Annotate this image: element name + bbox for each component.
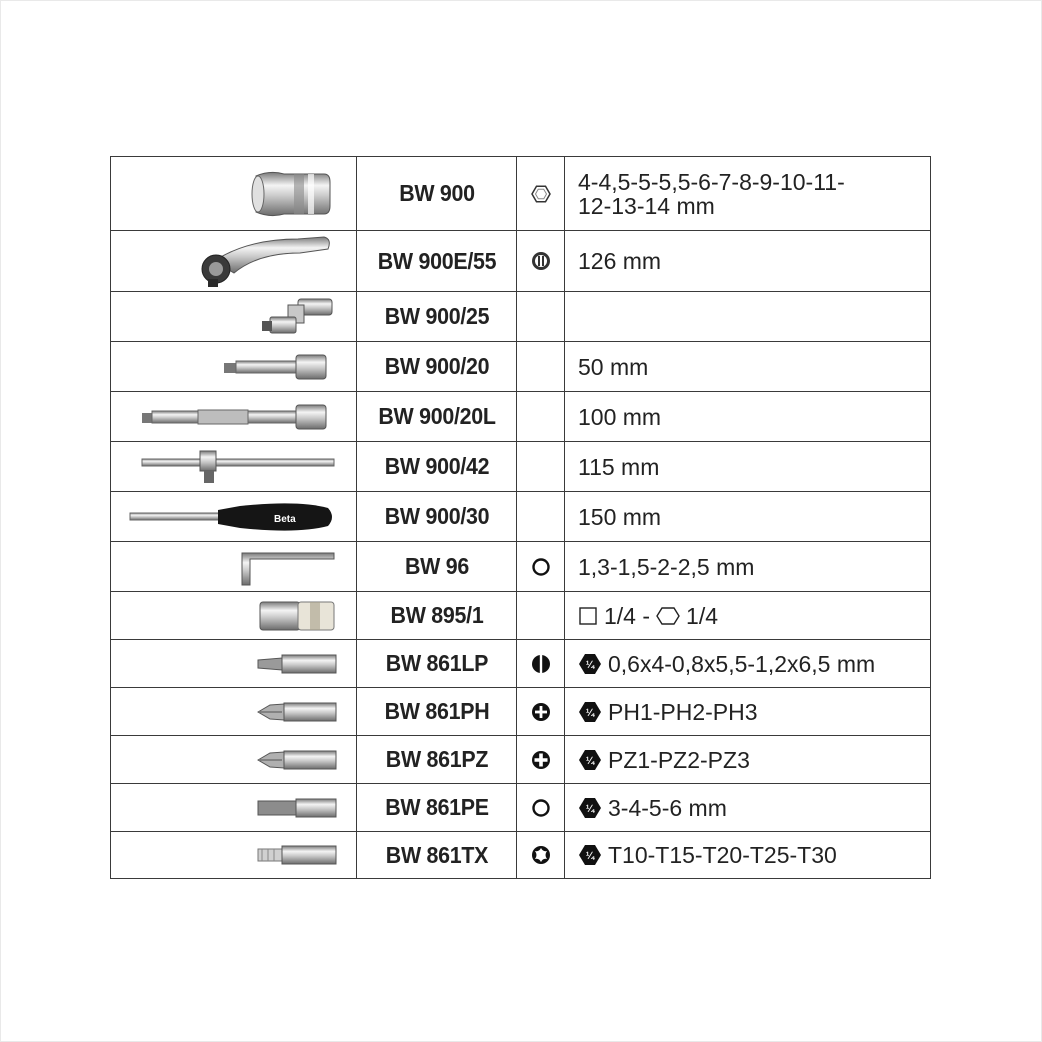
tool-image-cell — [111, 492, 357, 542]
table-row — [111, 157, 931, 231]
spec-text: 1,3-1,5-2-2,5 mm — [578, 553, 755, 580]
profile-symbol-cell — [517, 442, 565, 492]
profile-symbol-cell — [517, 392, 565, 442]
spec-text-line: 4-4,5-5-5,5-6-7-8-9-10-11- — [578, 168, 845, 195]
profile-symbol-cell — [517, 736, 565, 784]
quarter-inch-drive-icon — [578, 844, 602, 866]
profile-symbol-cell — [517, 292, 565, 342]
spec-cell — [565, 688, 931, 736]
long-extension-image — [138, 402, 338, 432]
profile-symbol-cell — [517, 640, 565, 688]
hex-bit-image — [256, 795, 338, 821]
table-row — [111, 542, 931, 592]
product-code: BW 900E/55 — [362, 231, 511, 292]
torx-tip-icon — [530, 844, 552, 866]
svg-text:¼: ¼ — [585, 659, 595, 671]
svg-text:¼: ¼ — [585, 851, 595, 862]
profile-symbol-cell — [517, 592, 565, 640]
product-code: BW 96 — [362, 542, 511, 592]
spec-cell — [565, 542, 931, 592]
product-code: BW 900/30 — [362, 492, 511, 542]
product-code: BW 900 — [362, 157, 511, 231]
profile-symbol-cell — [517, 492, 565, 542]
spec-text: 126 mm — [578, 248, 662, 274]
tool-image-cell — [111, 592, 357, 640]
tool-image-cell — [111, 442, 357, 492]
torx-bit-image — [256, 842, 338, 868]
spec-text: PZ1-PZ2-PZ3 — [608, 746, 750, 773]
ratchet-gear-icon — [530, 250, 552, 272]
tool-image-cell — [111, 392, 357, 442]
slotted-bit-image — [256, 651, 338, 677]
product-code: BW 861TX — [362, 832, 511, 879]
spec-cell — [565, 157, 931, 231]
table-row — [111, 292, 931, 342]
spec-part-hex: 1/4 — [686, 602, 719, 629]
slotted-tip-icon — [530, 653, 552, 675]
hex-drive-icon — [656, 606, 680, 626]
screwdriver-handle-image — [128, 498, 338, 536]
tool-image-cell — [111, 736, 357, 784]
sliding-t-handle-image — [138, 447, 338, 487]
svg-text:¼: ¼ — [585, 755, 595, 767]
spec-text: 150 mm — [578, 503, 662, 530]
svg-text:¼: ¼ — [585, 803, 595, 815]
spec-cell — [565, 640, 931, 688]
product-code: BW 900/20L — [362, 392, 511, 442]
tool-image-cell — [111, 832, 357, 879]
spec-text: 50 mm — [578, 353, 649, 380]
hexagon-outline-icon — [530, 183, 552, 205]
product-code: BW 895/1 — [362, 592, 511, 640]
short-extension-image — [218, 352, 338, 382]
profile-symbol-cell — [517, 157, 565, 231]
spec-part-square: 1/4 - — [604, 602, 651, 629]
pozidriv-tip-icon — [530, 749, 552, 771]
table-row — [111, 392, 931, 442]
product-code: BW 861PZ — [362, 736, 511, 784]
profile-symbol-cell — [517, 342, 565, 392]
profile-symbol-cell — [517, 832, 565, 879]
spec-cell — [565, 342, 931, 392]
spec-text: 100 mm — [578, 403, 662, 430]
product-code: BW 900/42 — [362, 442, 511, 492]
spec-cell — [565, 492, 931, 542]
spec-cell — [565, 231, 931, 292]
product-code: BW 900/20 — [362, 342, 511, 392]
handle-brand-text: Beta — [274, 513, 296, 525]
spec-cell — [565, 832, 931, 879]
pozidriv-bit-image — [256, 747, 338, 773]
universal-joint-image — [258, 295, 338, 339]
tool-image-cell — [111, 292, 357, 342]
profile-symbol-cell — [517, 784, 565, 832]
quarter-inch-drive-icon — [578, 749, 602, 771]
spec-cell — [565, 592, 931, 640]
profile-symbol-cell — [517, 688, 565, 736]
tool-image-cell — [111, 157, 357, 231]
tool-image-cell — [111, 342, 357, 392]
spec-cell — [565, 392, 931, 442]
tool-image-cell — [111, 542, 357, 592]
table-row — [111, 640, 931, 688]
socket-image — [248, 166, 338, 222]
product-code: BW 861PH — [362, 688, 511, 736]
square-drive-icon — [578, 606, 598, 626]
table-row — [111, 832, 931, 879]
quarter-inch-drive-icon — [578, 701, 602, 723]
table-row — [111, 592, 931, 640]
table-row — [111, 688, 931, 736]
table-row — [111, 492, 931, 542]
bit-adaptor-image — [258, 598, 338, 634]
tool-image-cell — [111, 640, 357, 688]
tool-image-cell — [111, 688, 357, 736]
tool-image-cell — [111, 784, 357, 832]
table-row — [111, 231, 931, 292]
product-code: BW 900/25 — [362, 292, 511, 342]
hex-key-image — [238, 545, 338, 589]
spec-text: 3-4-5-6 mm — [608, 794, 727, 821]
quarter-inch-drive-icon — [578, 797, 602, 819]
phillips-tip-icon — [530, 701, 552, 723]
spec-cell — [565, 784, 931, 832]
table-row — [111, 736, 931, 784]
tool-set-table — [110, 156, 931, 879]
phillips-bit-image — [256, 699, 338, 725]
spec-cell — [565, 736, 931, 784]
profile-symbol-cell — [517, 231, 565, 292]
circle-outline-icon — [530, 556, 552, 578]
tool-image-cell — [111, 231, 357, 292]
svg-text:¼: ¼ — [585, 707, 595, 719]
spec-cell — [565, 442, 931, 492]
product-code: BW 861LP — [362, 640, 511, 688]
spec-text-line: 12-13-14 mm — [578, 192, 715, 219]
spec-text: T10-T15-T20-T25-T30 — [608, 842, 837, 868]
product-code: BW 861PE — [362, 784, 511, 832]
table-row — [111, 342, 931, 392]
spec-cell — [565, 292, 931, 342]
hex-tip-icon — [530, 797, 552, 819]
quarter-inch-drive-icon — [578, 653, 602, 675]
spec-text: 115 mm — [578, 453, 660, 480]
spec-text: PH1-PH2-PH3 — [608, 698, 758, 725]
spec-text: 0,6x4-0,8x5,5-1,2x6,5 mm — [608, 650, 876, 677]
ratchet-image — [188, 231, 338, 291]
table-row — [111, 784, 931, 832]
table-row — [111, 442, 931, 492]
profile-symbol-cell — [517, 542, 565, 592]
